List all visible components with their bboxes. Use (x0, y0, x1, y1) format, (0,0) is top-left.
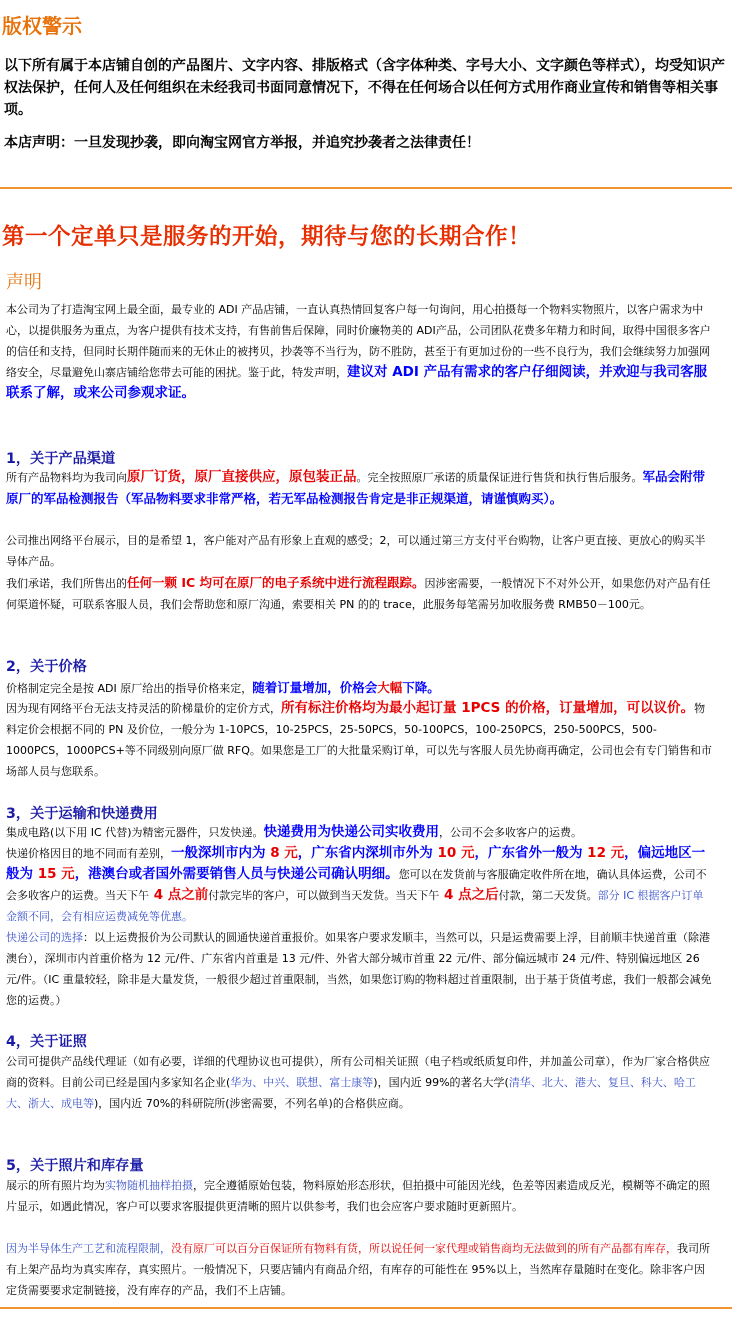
s3-text-a: 集成电路(以下用 IC 代替)为精密元器件，只发快递。 (6, 826, 264, 839)
s3-other-price: 12 元 (582, 845, 625, 861)
s3-gd-label: ，广东省内深圳市外为 (297, 845, 433, 861)
s2-big-drop: 大幅 (377, 680, 403, 695)
s3-sz-label: 一般深圳市内为 (171, 845, 266, 861)
s1-text-a: 所有产品物料均为我司向 (6, 471, 127, 484)
section-5-paragraph-2 (6, 1238, 714, 1301)
s2-text-a: 价格制定完全是按 ADI 原厂给出的指导价格来定， (6, 682, 253, 695)
divider-top (0, 187, 732, 189)
copyright-statement: 本店声明：一旦发现抄袭，即向淘宝网官方举报，并追究抄袭者之法律责任！ (4, 135, 480, 151)
s4-companies: 华为、中兴、联想、富士康等 (230, 1076, 374, 1089)
s5-text-b: ，完全遵循原始包装，物料原始形态形状，但拍摄中可能因光线，色差等因素造成反光，模糊等不确定的照片显示，如遇此情况，客户可以要求客服提供更清晰的照片以供参考，我们也会应客户要求随时更新照片。 (6, 1179, 710, 1213)
section-4-title: 4，关于证照 (6, 1034, 87, 1050)
s3-before-4pm: 4 点之前 (149, 887, 209, 903)
section-4-paragraph-1 (6, 1051, 714, 1114)
s3-text-e: 付款完毕的客户，可以做到当天发货。当天下午 (208, 889, 440, 902)
s2-moq-note: 所有标注价格均为最小起订量 1PCS 的价格，订量增加，可以议价。 (281, 700, 695, 716)
s1-military-note: 军品会附带原厂的军品检测报告（军品物料要求非常严格，若无军品检测报告肯定是非正规渠道，请谨慎购买）。 (6, 469, 706, 506)
divider-bottom (0, 1307, 732, 1309)
copyright-title: 版权警示 (2, 14, 82, 38)
s5-random-sample: 实物随机抽样拍摄 (105, 1179, 193, 1192)
s3-other-label: ，广东省外一般为 (474, 845, 583, 861)
section-1-paragraph-2: 公司推出网络平台展示，目的是希望 1，客户能对产品有形象上直观的感受；2，可以通过第三方支付平台购物，让客户更直接、更放心的购买半导体产品。 (6, 534, 706, 568)
s3-sz-price: 8 元 (265, 845, 298, 861)
s2-text-c: 物料定价会根据不同的 PN 及价位，一般分为 1-10PCS，10-25PCS，25-50PCS，50-100PCS，100-250PCS，250-500PCS，500-1000PCS，1000PCS+等不同级别向原厂做 RFQ。如果您是工厂的大批量采购订单，可以先与客服人员先协商再确定，公司也会有专门销售和市场部人员与您联系。 (6, 702, 712, 778)
section-3-paragraph-1 (6, 822, 714, 843)
s2-text-b: 因为现有网络平台无法支持灵活的阶梯量价的定价方式， (6, 702, 281, 715)
s3-after-4pm: 4 点之后 (439, 887, 499, 903)
s3-discount-note: 部分 IC 根据客户订单金额不同，会有相应运费减免等优惠。 (6, 889, 704, 923)
section-3-paragraph-3 (6, 927, 714, 1011)
section-2-title: 2，关于价格 (6, 659, 87, 675)
section-2-paragraph-2 (6, 698, 714, 782)
s3-text-d: 您可以在发货前与客服确定收件所在地，确认具体运费，公司不会多收客户的运费。当天下午 (6, 868, 707, 902)
declaration-paragraph (6, 299, 714, 404)
declaration-title: 声明 (6, 272, 42, 293)
section-5-title: 5，关于照片和库存量 (6, 1158, 144, 1174)
s1-text-c: 我们承诺，我们所售出的 (6, 577, 127, 590)
section-1-paragraph-1 (6, 466, 714, 510)
s3-gd-price: 10 元 (432, 845, 475, 861)
s1-text-b: 。完全按照原厂承诺的质量保证进行售货和执行售后服务。 (356, 471, 643, 484)
s3-remote-price: 15 元 (33, 866, 75, 882)
s4-universities: 清华、北大、港大、复旦、科大、哈工大、浙大、成电等 (6, 1076, 696, 1110)
s1-original-factory: 原厂订货，原厂直接供应，原包装正品 (127, 469, 357, 485)
section-1-paragraph-3 (6, 572, 714, 615)
s3-text-f: 付款，第二天发货。 (498, 889, 598, 902)
s2-drop-end: 下降。 (402, 680, 440, 695)
section-3-paragraph-2 (6, 843, 714, 927)
s3-overseas-note: ，港澳台或者国外需要销售人员与快递公司确认明细。 (74, 866, 399, 882)
section-2-paragraph-1 (6, 677, 714, 699)
copyright-paragraph: 以下所有属于本店铺自创的产品图片、文字内容、排版格式（含字体种类、字号大小、文字颜色等样式），均受知识产权法保护，任何人及任何组织在未经我司书面同意情况下，不得在任何场合以任何方式用作商业宣传和销售等相关事项。 (4, 58, 725, 118)
declaration-text: 本公司为了打造淘宝网上最全面，最专业的 ADI 产品店铺，一直认真热情回复客户每一句询问，用心拍摄每一个物料实物照片，以客户需求为中心，以提供服务为重点，为客户提供有技术支持，有售前售后保障，同时价廉物美的 ADI产品，公司团队花费多年精力和时间，取得中国很多客户的信任和支持，但同时长期伴随而来的无休止的被拷贝，抄袭等不当行为，防不胜防，甚至于有更加过份的一些不良行为，我们会继续努力加强网络安全，尽量避免山寨店铺给您带去可能的困扰。鉴于此，特发声明， (6, 303, 711, 379)
s4-text-a: 公司可提供产品线代理证（如有必要，详细的代理协议也可提供），所有公司相关证照（电子档或纸质复印件，并加盖公司章），作为厂家合格供应商的资料。目前公司已经是国内多家知名企业( (6, 1055, 710, 1089)
s1-trace-note: 任何一颗 IC 均可在原厂的电子系统中进行流程跟踪。 (127, 575, 425, 590)
s3-remote-label: ，偏远地区一般为 (6, 845, 706, 882)
s5-process-note: 因为半导体生产工艺和流程限制， (6, 1242, 171, 1255)
s3-fee-note: 快递费用为快递公司实收费用 (263, 824, 439, 840)
section-5-paragraph-1 (6, 1175, 714, 1217)
s4-text-b: )，国内近 99%的著名大学( (373, 1076, 509, 1089)
s5-stock-note: 没有原厂可以百分百保证所有物料有货，所以说任何一家代理或销售商均无法做到的所有产品都有库存， (171, 1242, 677, 1255)
s3-text-c: 快递价格因目的地不同而有差别， (6, 847, 171, 860)
declaration-highlight: 建议对 ADI 产品有需求的客户仔细阅读，并欢迎与我司客服联系了解，或来公司参观求证。 (6, 364, 708, 401)
s2-volume-note: 随着订量增加，价格会 (252, 680, 378, 695)
banner-slogan: 第一个定单只是服务的开始，期待与您的长期合作！ (2, 224, 532, 250)
s1-text-d: 因涉密需要，一般情况下不对外公开，如果您仍对产品有任何渠道怀疑，可联系客服人员，我们会帮助您和原厂沟通，索要相关 PN 的的 trace，此服务每笔需另加收服务费 RMB50－100元。 (6, 577, 711, 611)
s5-text-c: 我司所有上架产品均为真实库存，真实照片。一般情况下，只要店铺内有商品介绍，有库存的可能性在 95%以上，当然库存量随时在变化。除非客户因定货需要要求定制链接，没有库存的产品，我们不上店铺。 (6, 1242, 710, 1297)
s5-text-a: 展示的所有照片均为 (6, 1179, 105, 1192)
s3-text-g: ：以上运费报价为公司默认的圆通快递首重报价。如果客户要求发顺丰，当然可以，只是运费需要上浮，目前顺丰快递首重（除港澳台），深圳市内首重价格为 12 元/件、广东省内首重是 13 元/件、外省大部分城市首重 22 元/件、部分偏远城市 24 元/件、特别偏远地区 26 元/件。（IC 重量较轻，除非是大量发货，一般很少超过首重限制，当然，如果您订购的物料超过首重限制，出于基于货值考虑，我们一般都会减免您的运费。） (6, 931, 712, 1007)
section-3-title: 3，关于运输和快递费用 (6, 806, 158, 822)
s3-courier-choice: 快递公司的选择 (6, 931, 83, 944)
s4-text-c: )，国内近 70%的科研院所(涉密需要，不列名单)的合格供应商。 (94, 1097, 410, 1110)
s3-text-b: ，公司不会多收客户的运费。 (439, 826, 582, 839)
section-1-title: 1，关于产品渠道 (6, 451, 116, 467)
